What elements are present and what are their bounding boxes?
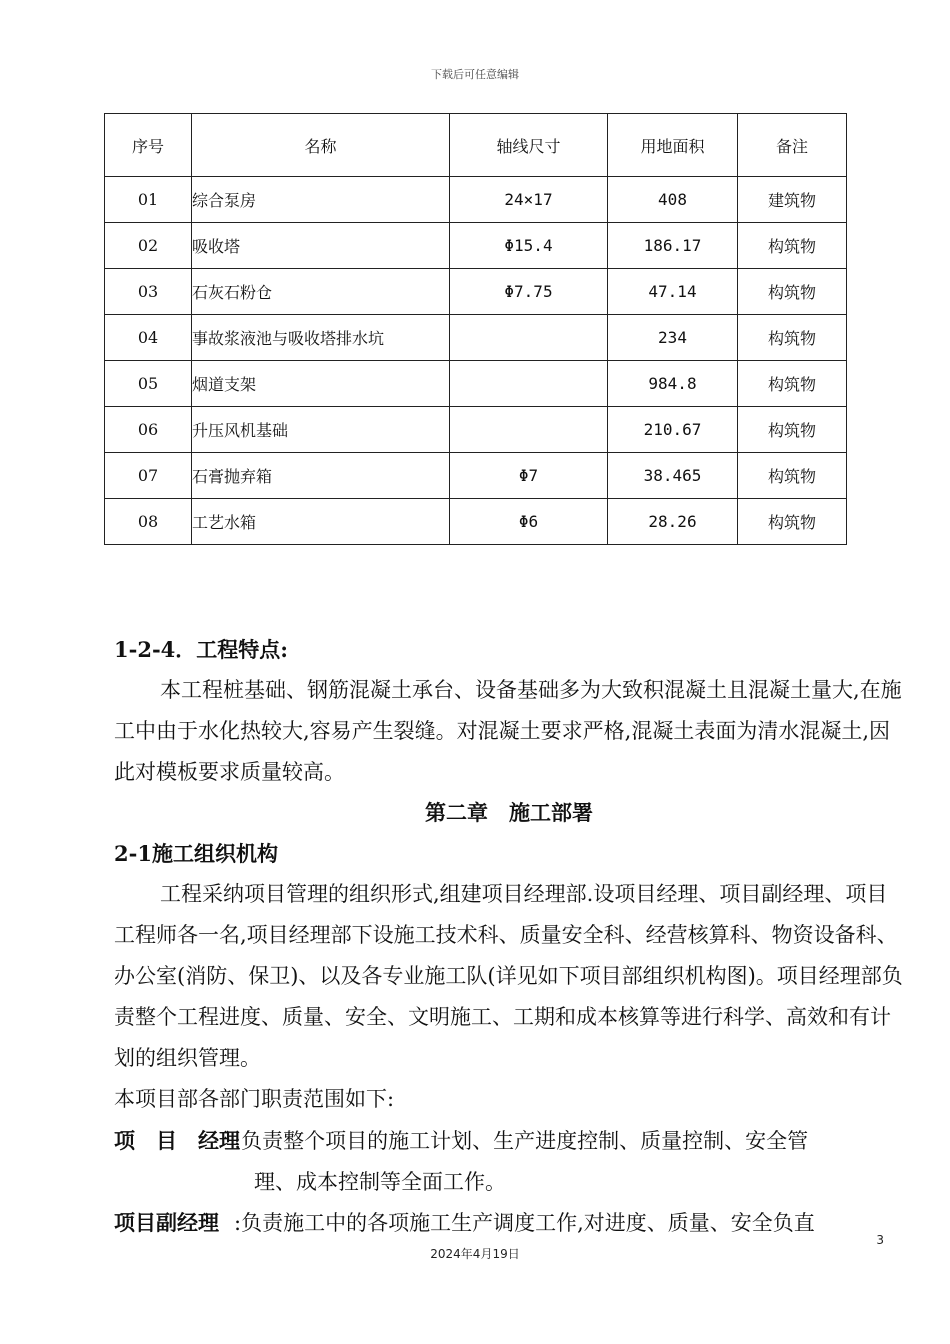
- cell-land-area: 984.8: [608, 361, 738, 407]
- section-1-2-4-heading: 1-2-4．工程特点:: [114, 637, 289, 662]
- footer-date: 2024年4月19日: [430, 1247, 520, 1261]
- cell-name: 烟道支架: [192, 361, 450, 407]
- cell-remark: 构筑物: [738, 407, 847, 453]
- role-desc-line2: 理、成本控制等全面工作。: [254, 1170, 506, 1194]
- col-header-index: 序号: [105, 114, 192, 177]
- cell-index: 06: [105, 407, 192, 453]
- col-header-land-area: 用地面积: [608, 114, 738, 177]
- cell-axis-size: [450, 407, 608, 453]
- table-row: [105, 177, 847, 223]
- cell-name: 石膏抛弃箱: [192, 453, 450, 499]
- cell-name: 工艺水箱: [192, 499, 450, 545]
- structures-table: [104, 113, 847, 545]
- cell-index: 01: [105, 177, 192, 223]
- cell-name: 事故浆液池与吸收塔排水坑: [192, 315, 450, 361]
- col-header-axis-size: 轴线尺寸: [450, 114, 608, 177]
- cell-name: 吸收塔: [192, 223, 450, 269]
- cell-remark: 构筑物: [738, 499, 847, 545]
- cell-axis-size: Φ6: [450, 499, 608, 545]
- cell-name: 综合泵房: [192, 177, 450, 223]
- role-desc-line1: :负责施工中的各项施工生产调度工作,对进度、质量、安全负直: [234, 1211, 815, 1235]
- cell-axis-size: 24×17: [450, 177, 608, 223]
- cell-axis-size: [450, 315, 608, 361]
- cell-land-area: 38.465: [608, 453, 738, 499]
- cell-land-area: 234: [608, 315, 738, 361]
- col-header-remark: 备注: [738, 114, 847, 177]
- table-header-row: [105, 114, 847, 177]
- table-row: [105, 223, 847, 269]
- cell-land-area: 47.14: [608, 269, 738, 315]
- cell-remark: 构筑物: [738, 269, 847, 315]
- page-header-note: 下载后可任意编辑: [431, 68, 519, 81]
- chapter-2-title: 第二章 施工部署: [425, 800, 593, 825]
- cell-land-area: 408: [608, 177, 738, 223]
- section-1-2-4-body: 本工程桩基础、钢筋混凝土承台、设备基础多为大致积混凝土且混凝土量大,在施工中由于水化热较大,容易产生裂缝。对混凝土要求严格,混凝土表面为清水混凝土,因此对模板要求质量较高。: [114, 678, 902, 784]
- cell-remark: 建筑物: [738, 177, 847, 223]
- cell-land-area: 28.26: [608, 499, 738, 545]
- page-number: 3: [876, 1233, 884, 1247]
- col-header-name: 名称: [192, 114, 450, 177]
- cell-axis-size: Φ7: [450, 453, 608, 499]
- section-2-1-intro: 本项目部各部门职责范围如下:: [114, 1087, 395, 1111]
- cell-axis-size: Φ7.75: [450, 269, 608, 315]
- role-title: 项 目 经理: [114, 1128, 240, 1153]
- cell-index: 07: [105, 453, 192, 499]
- cell-remark: 构筑物: [738, 453, 847, 499]
- cell-land-area: 210.67: [608, 407, 738, 453]
- cell-index: 04: [105, 315, 192, 361]
- role-project-manager: [114, 1120, 904, 1203]
- section-2-1-body: 工程采纳项目管理的组织形式,组建项目经理部.设项目经理、项目副经理、项目工程师各一名,项目经理部下设施工技术科、质量安全科、经营核算科、物资设备科、办公室(消防、保卫)、以及各专业施工队(详见如下项目部组织机构图)。项目经理部负责整个工程进度、质量、安全、文明施工、工期和成本核算等进行科学、高效和有计划的组织管理。: [114, 882, 903, 1070]
- table-row: [105, 269, 847, 315]
- table-row: [105, 407, 847, 453]
- table-row: [105, 453, 847, 499]
- cell-remark: 构筑物: [738, 361, 847, 407]
- role-title: 项目副经理: [114, 1210, 219, 1235]
- cell-name: 升压风机基础: [192, 407, 450, 453]
- cell-land-area: 186.17: [608, 223, 738, 269]
- cell-index: 05: [105, 361, 192, 407]
- cell-remark: 构筑物: [738, 223, 847, 269]
- cell-axis-size: [450, 361, 608, 407]
- table-row: [105, 361, 847, 407]
- role-deputy-manager: [114, 1202, 904, 1244]
- cell-name: 石灰石粉仓: [192, 269, 450, 315]
- table-row: [105, 499, 847, 545]
- cell-index: 08: [105, 499, 192, 545]
- cell-index: 03: [105, 269, 192, 315]
- role-desc-line1: :负责整个项目的施工计划、生产进度控制、质量控制、安全管: [234, 1129, 809, 1153]
- table-row: [105, 315, 847, 361]
- cell-index: 02: [105, 223, 192, 269]
- cell-axis-size: Φ15.4: [450, 223, 608, 269]
- cell-remark: 构筑物: [738, 315, 847, 361]
- section-2-1-heading: 2-1施工组织机构: [114, 841, 278, 866]
